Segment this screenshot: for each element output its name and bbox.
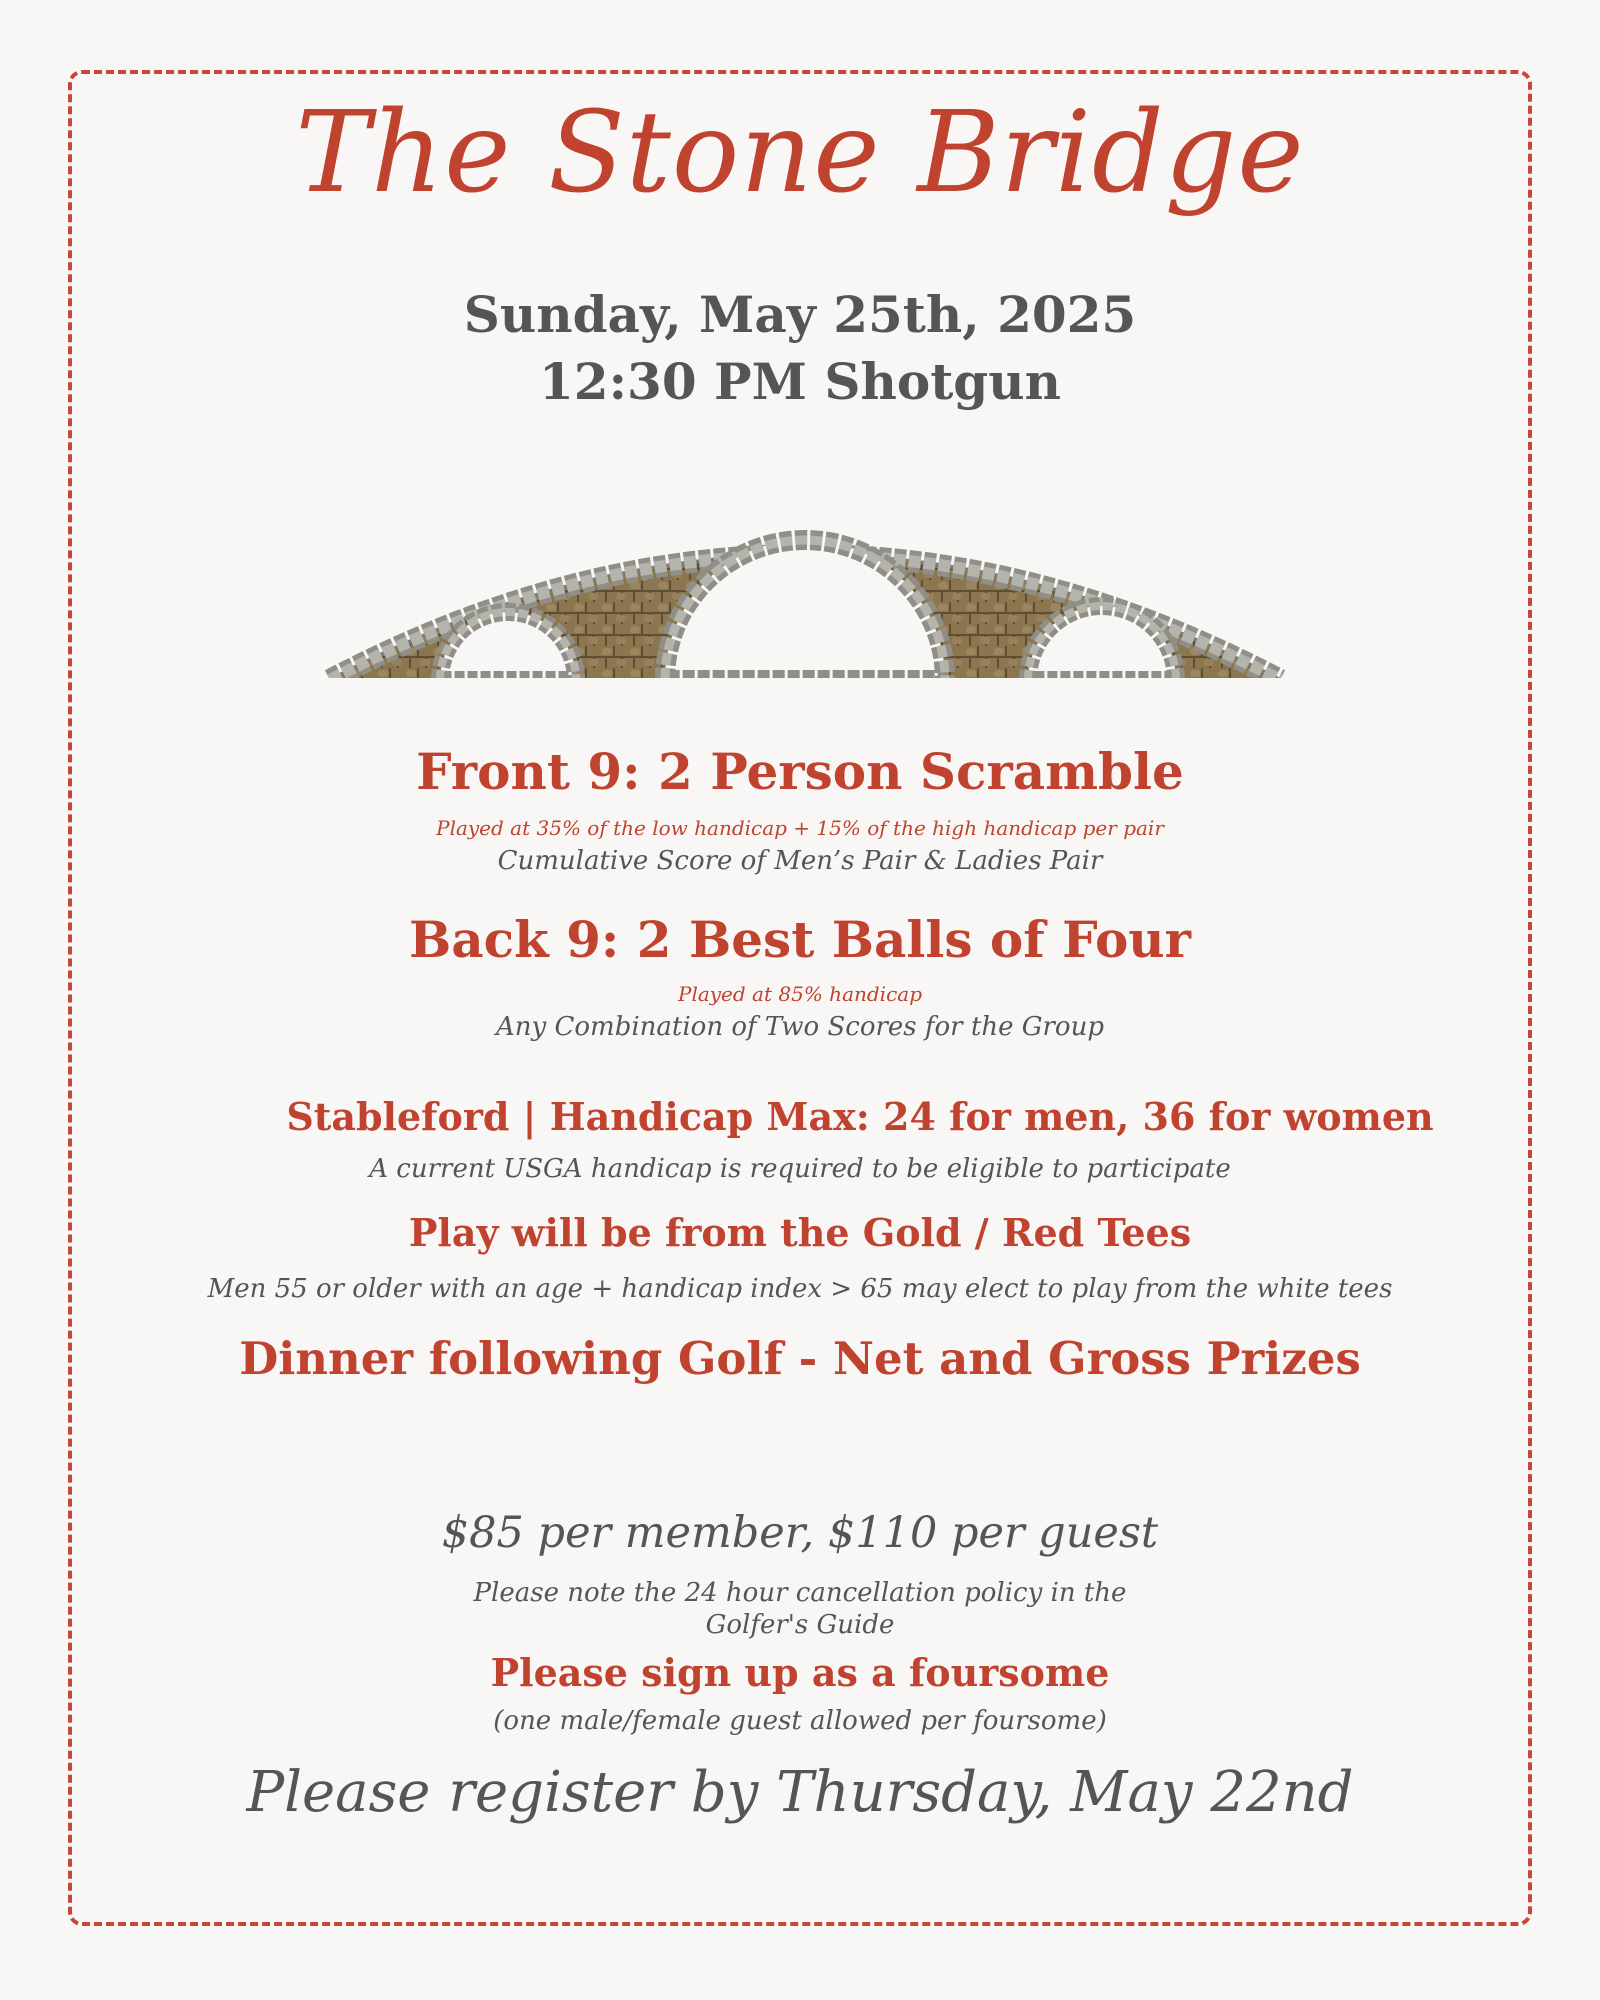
tees-heading: Play will be from the Gold / Red Tees: [408, 1210, 1192, 1255]
event-time: 12:30 PM Shotgun: [539, 352, 1061, 411]
front-nine-title: Front 9: 2 Person Scramble: [416, 742, 1184, 801]
dinner-prizes: Dinner following Golf - Net and Gross Prizes: [239, 1332, 1361, 1385]
back-nine-handicap-note: Played at 85% handicap: [677, 982, 922, 1006]
page-title: The Stone Bridge: [295, 88, 1305, 218]
front-nine-description: Cumulative Score of Men’s Pair & Ladies Pair: [497, 846, 1103, 876]
event-date: Sunday, May 25th, 2025: [463, 285, 1137, 344]
white-tees-note: Men 55 or older with an age + handicap index > 65 may elect to play from the white tees: [207, 1274, 1393, 1304]
stableford-handicap-max: Stableford | Handicap Max: 24 for men, 36 for women: [286, 1094, 1434, 1139]
signup-instruction: Please sign up as a foursome: [490, 1650, 1110, 1695]
registration-deadline: Please register by Thursday, May 22nd: [246, 1760, 1354, 1825]
front-nine-handicap-note: Played at 35% of the low handicap + 15% of the high handicap per pair: [436, 816, 1164, 840]
guest-note: (one male/female guest allowed per foursome): [493, 1706, 1107, 1736]
cancellation-note-line1: Please note the 24 hour cancellation policy in the: [473, 1578, 1127, 1608]
back-nine-description: Any Combination of Two Scores for the Group: [496, 1012, 1104, 1042]
price-info: $85 per member, $110 per guest: [441, 1508, 1159, 1558]
usga-requirement: A current USGA handicap is required to be eligible to participate: [369, 1154, 1231, 1184]
cancellation-note-line2: Golfer's Guide: [705, 1610, 895, 1640]
back-nine-title: Back 9: 2 Best Balls of Four: [408, 910, 1191, 969]
stone-bridge-illustration: [320, 470, 1290, 685]
